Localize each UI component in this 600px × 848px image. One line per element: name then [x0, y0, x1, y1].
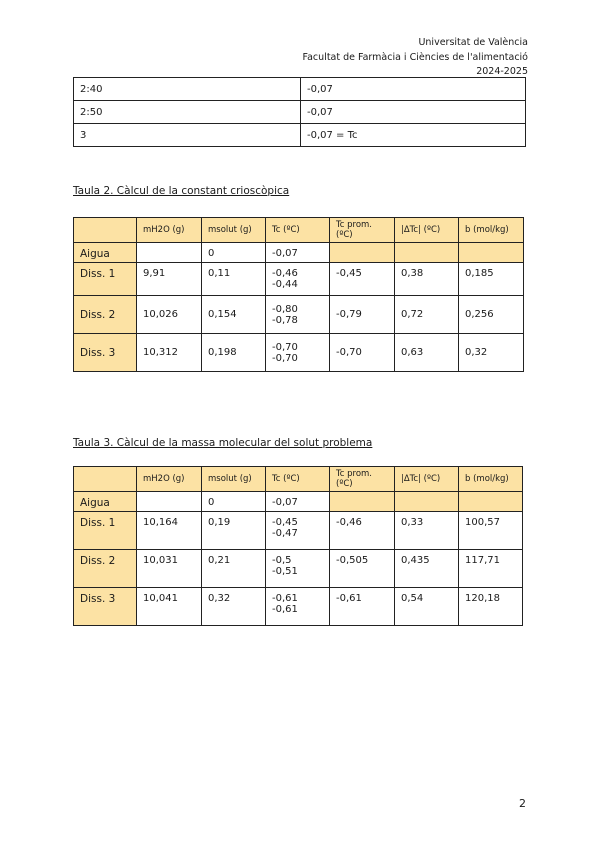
tcprom-cell — [330, 243, 395, 263]
header-cell-msolut: msolut (g) — [202, 467, 266, 492]
mh2o-cell: 10,312 — [137, 334, 202, 372]
b-cell: 0,256 — [459, 296, 524, 334]
tc-value-1: -0,07 — [272, 248, 298, 259]
table-2-caption: Taula 2. Càlcul de la constant crioscòpica — [73, 185, 290, 197]
tc-value-2: -0,78 — [272, 314, 298, 326]
academic-year: 2024-2025 — [476, 66, 528, 77]
tcprom-cell — [330, 492, 395, 512]
page-header — [303, 36, 528, 80]
tc-value-1: -0,45 — [272, 517, 298, 528]
b-cell — [459, 492, 523, 512]
tc-cell — [266, 550, 330, 588]
header-cell-b: b (mol/kg) — [459, 218, 524, 243]
header-cell-delta-tc: |ΔTc| (ºC) — [395, 467, 459, 492]
header-cell-tc: Tc (ºC) — [266, 218, 330, 243]
b-cell: 100,57 — [459, 512, 523, 550]
dtc-cell: 0,435 — [395, 550, 459, 588]
mh2o-cell: 10,041 — [137, 588, 202, 626]
tc-value-2: -0,61 — [272, 604, 298, 615]
mh2o-cell: 10,026 — [137, 296, 202, 334]
tc-value-1: -0,07 — [272, 497, 298, 508]
tc-value-1: -0,61 — [272, 593, 298, 604]
tc-value-2: -0,51 — [272, 566, 298, 577]
msolut-cell: 0,32 — [202, 588, 266, 626]
tc-cell — [266, 588, 330, 626]
table-row — [74, 101, 526, 124]
tc-value-1: -0,5 — [272, 555, 292, 566]
mh2o-cell — [137, 492, 202, 512]
dtc-cell: 0,72 — [395, 296, 459, 334]
msolut-cell: 0,19 — [202, 512, 266, 550]
row-label: Diss. 2 — [74, 296, 137, 334]
table-row — [74, 296, 524, 334]
msolut-cell: 0,198 — [202, 334, 266, 372]
table-row — [74, 124, 526, 147]
b-cell: 120,18 — [459, 588, 523, 626]
tc-cell — [266, 296, 330, 334]
time-cell: 2:50 — [74, 101, 301, 124]
dtc-cell: 0,63 — [395, 334, 459, 372]
tc-value-2: -0,47 — [272, 528, 298, 539]
table-header-row — [74, 467, 523, 492]
time-cell: 3 — [74, 124, 301, 147]
table-2 — [73, 217, 524, 372]
msolut-cell: 0 — [202, 243, 266, 263]
dtc-cell: 0,38 — [395, 263, 459, 296]
table-1-continuation — [73, 77, 526, 147]
row-label: Diss. 3 — [74, 334, 137, 372]
header-cell-delta-tc: |ΔTc| (ºC) — [395, 218, 459, 243]
header-cell-tc: Tc (ºC) — [266, 467, 330, 492]
row-label: Diss. 1 — [74, 512, 137, 550]
header-cell-mh2o: mH2O (g) — [137, 467, 202, 492]
mh2o-cell: 9,91 — [137, 263, 202, 296]
header-cell-empty — [74, 218, 137, 243]
header-cell-empty — [74, 467, 137, 492]
tcprom-cell: -0,45 — [330, 263, 395, 296]
mh2o-cell: 10,164 — [137, 512, 202, 550]
tc-cell — [266, 263, 330, 296]
header-cell-tc-prom: Tc prom. (ºC) — [330, 218, 395, 243]
tcprom-cell: -0,46 — [330, 512, 395, 550]
row-label: Diss. 2 — [74, 550, 137, 588]
temp-cell: -0,07 — [301, 101, 526, 124]
row-label: Diss. 3 — [74, 588, 137, 626]
dtc-cell: 0,33 — [395, 512, 459, 550]
tc-value-2: -0,70 — [272, 352, 298, 364]
table-row — [74, 492, 523, 512]
b-cell: 0,32 — [459, 334, 524, 372]
temp-cell: -0,07 — [301, 78, 526, 101]
tc-value-1: -0,70 — [272, 341, 298, 353]
time-cell: 2:40 — [74, 78, 301, 101]
table-row — [74, 588, 523, 626]
tcprom-cell: -0,61 — [330, 588, 395, 626]
header-cell-msolut: msolut (g) — [202, 218, 266, 243]
tc-value-1: -0,80 — [272, 303, 298, 315]
tc-value-2: -0,44 — [272, 279, 298, 290]
temp-cell: -0,07 = Tc — [301, 124, 526, 147]
msolut-cell: 0,154 — [202, 296, 266, 334]
tcprom-cell: -0,505 — [330, 550, 395, 588]
dtc-cell: 0,54 — [395, 588, 459, 626]
b-cell: 117,71 — [459, 550, 523, 588]
msolut-cell: 0,11 — [202, 263, 266, 296]
msolut-cell: 0 — [202, 492, 266, 512]
page-number: 2 — [519, 797, 526, 810]
row-label: Diss. 1 — [74, 263, 137, 296]
msolut-cell: 0,21 — [202, 550, 266, 588]
row-label: Aigua — [74, 492, 137, 512]
tc-value-1: -0,46 — [272, 268, 298, 279]
header-cell-b: b (mol/kg) — [459, 467, 523, 492]
header-cell-mh2o: mH2O (g) — [137, 218, 202, 243]
tcprom-cell: -0,70 — [330, 334, 395, 372]
mh2o-cell — [137, 243, 202, 263]
header-cell-tc-prom: Tc prom. (ºC) — [330, 467, 395, 492]
table-row — [74, 512, 523, 550]
table-3-caption: Taula 3. Càlcul de la massa molecular del solut problema — [73, 437, 373, 449]
table-row — [74, 243, 524, 263]
b-cell — [459, 243, 524, 263]
mh2o-cell: 10,031 — [137, 550, 202, 588]
tc-cell — [266, 492, 330, 512]
university-name: Universitat de València — [418, 37, 528, 48]
row-label: Aigua — [74, 243, 137, 263]
b-cell: 0,185 — [459, 263, 524, 296]
tcprom-cell: -0,79 — [330, 296, 395, 334]
table-header-row — [74, 218, 524, 243]
table-row — [74, 78, 526, 101]
dtc-cell — [395, 492, 459, 512]
table-row — [74, 263, 524, 296]
tc-cell — [266, 243, 330, 263]
table-row — [74, 550, 523, 588]
table-3 — [73, 466, 523, 626]
dtc-cell — [395, 243, 459, 263]
tc-cell — [266, 334, 330, 372]
faculty-name: Facultat de Farmàcia i Ciències de l'alimentació — [302, 51, 528, 63]
tc-cell — [266, 512, 330, 550]
table-row — [74, 334, 524, 372]
